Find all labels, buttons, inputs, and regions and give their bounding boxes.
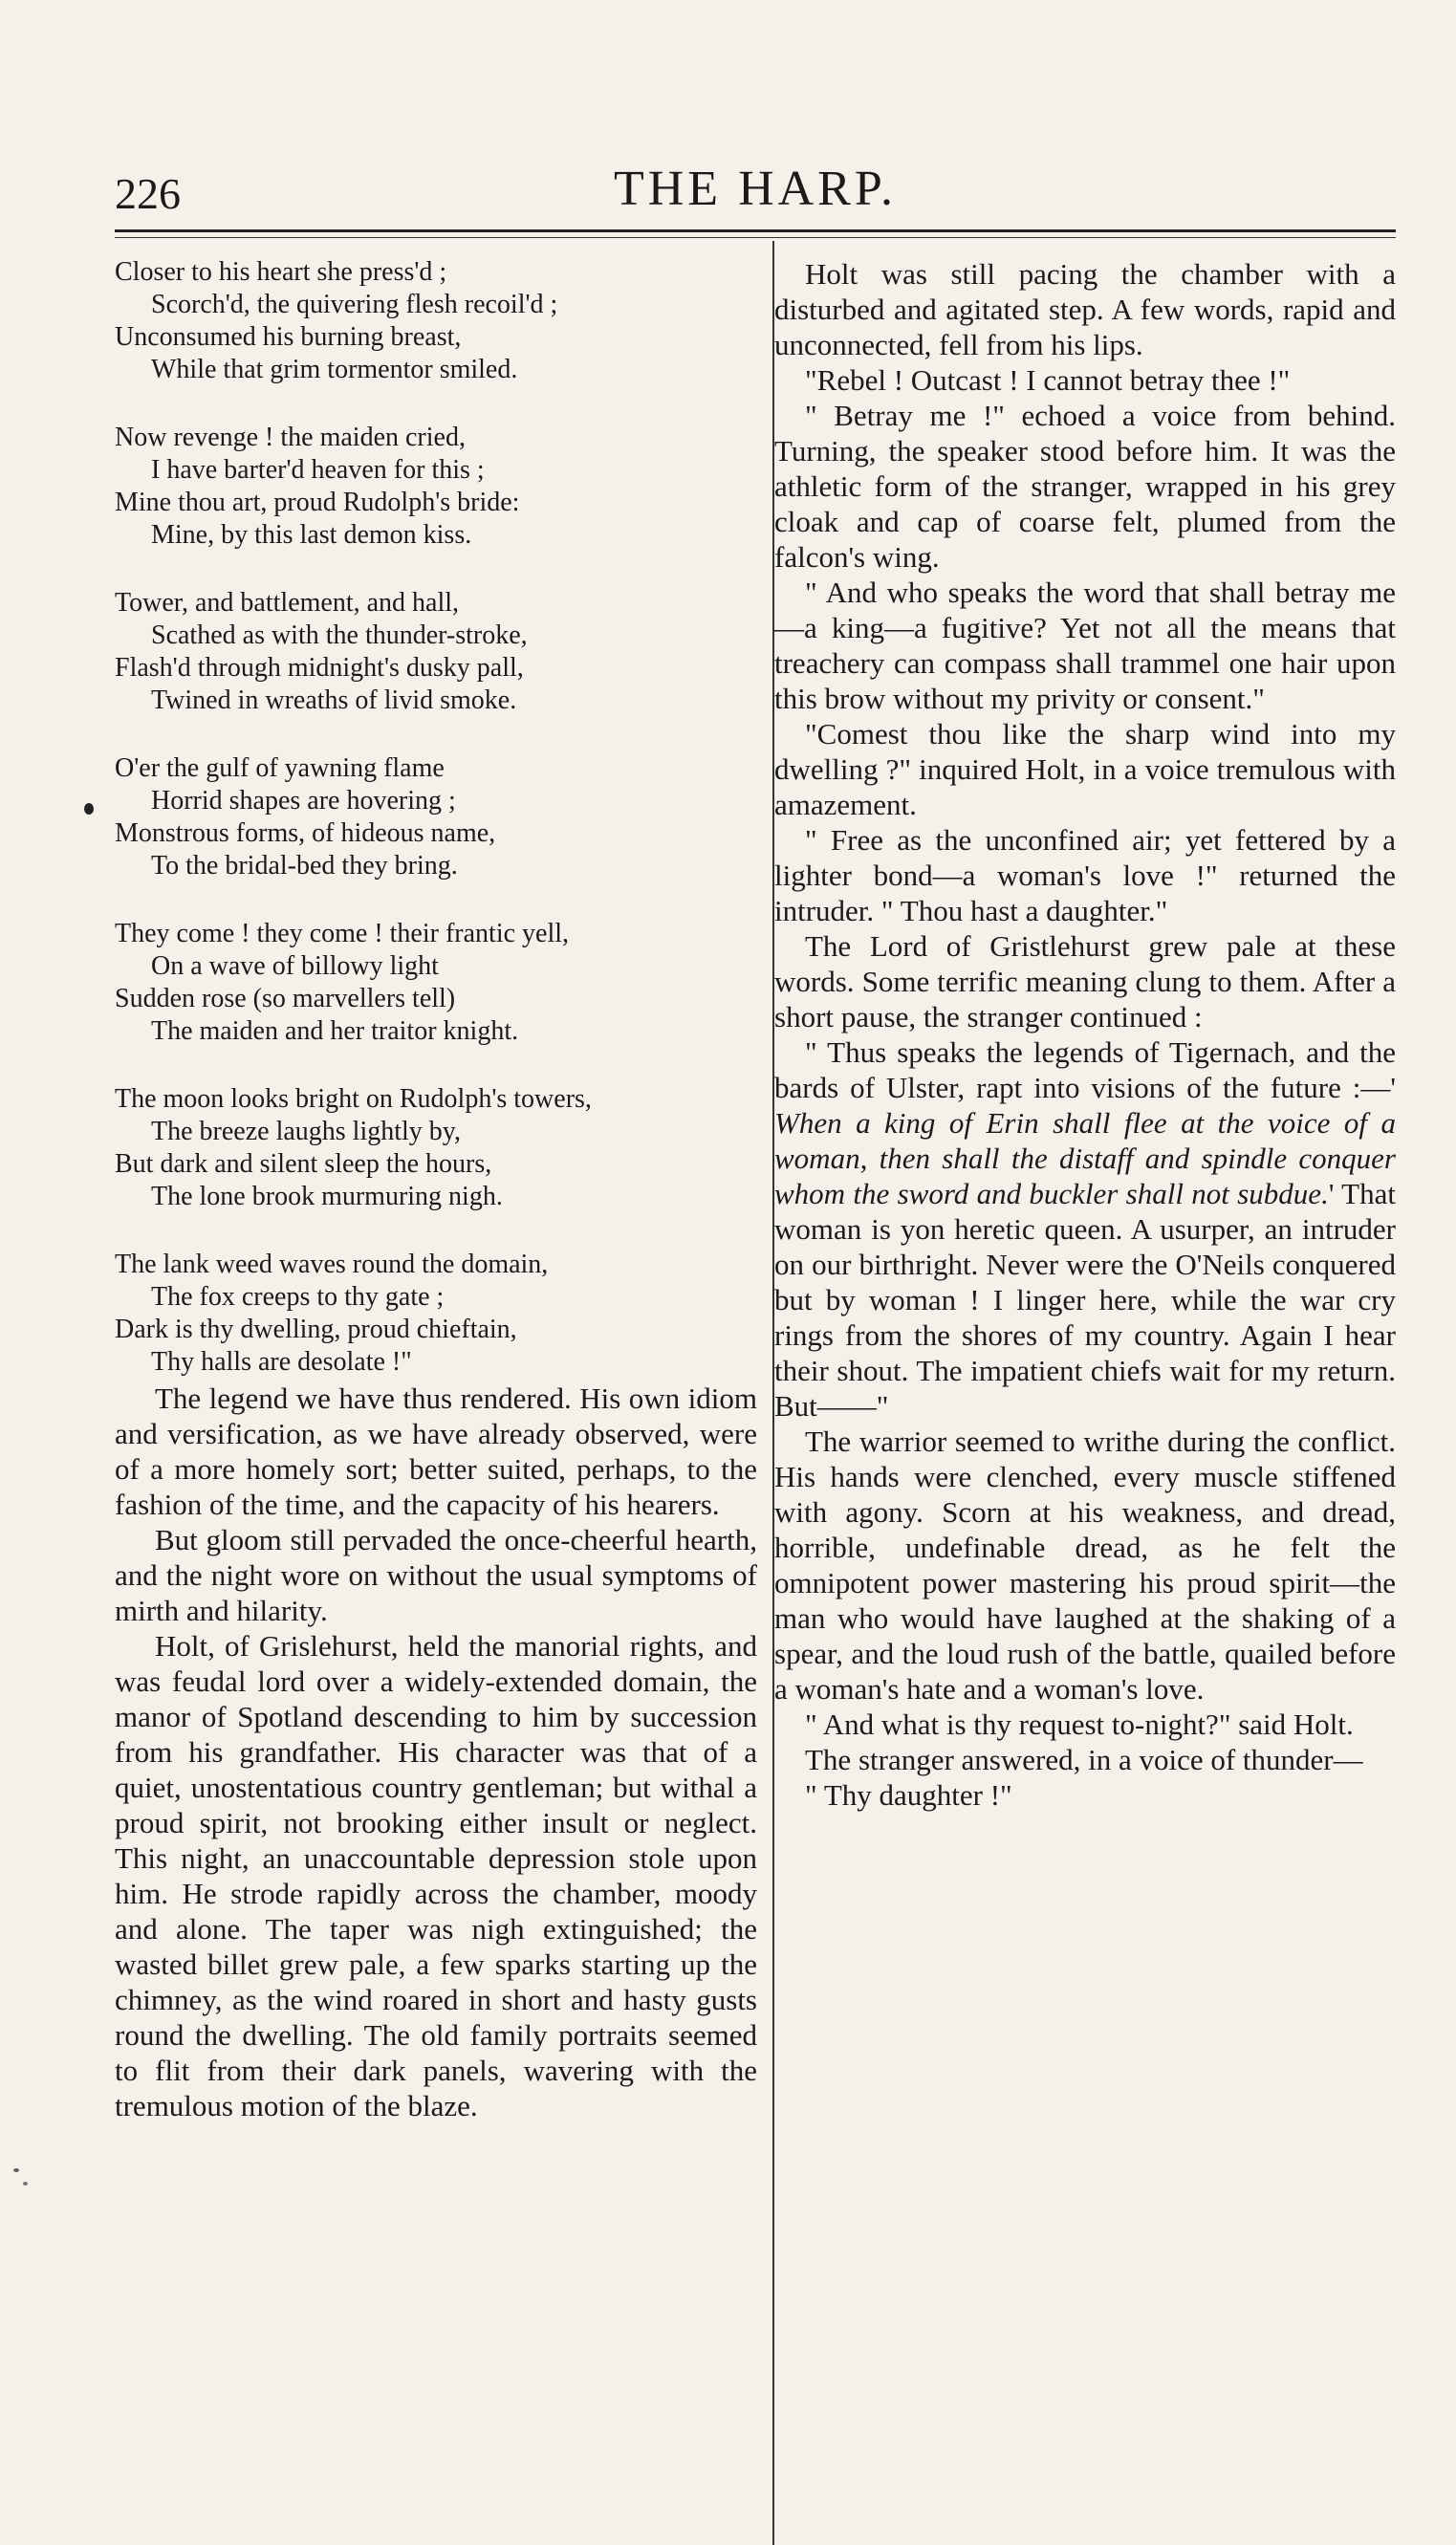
right-column <box>774 256 1396 1813</box>
ink-speck <box>84 803 94 815</box>
paragraph: But gloom still pervaded the once-cheerful hearth, and the night wore on without the usual symptoms of mirth and hilarity. <box>115 1523 757 1627</box>
poem-line: Unconsumed his burning breast, <box>115 322 462 352</box>
prophecy-intro: " Thus speaks the legends of Tigernach, and the bards of Ulster, rapt into visions of the future :—' <box>774 1035 1396 1104</box>
poem-line: Mine, by this last demon kiss. <box>151 520 472 550</box>
page-title: THE HARP. <box>613 162 898 216</box>
paragraph: Holt, of Grislehurst, held the manorial rights, and was feudal lord over a widely-extended domain, the manor of Spotland descending to him by succession from his grandfather. His character was that of a quiet, unostentatious country gentleman; but withal a proud spirit, not brooking either insult or neglect. This night, an unaccountable depression stole upon him. He strode rapidly across the chamber, moody and alone. The taper was nigh extinguished; the wasted billet grew pale, a few sparks starting up the chimney, as the wind roared in short and hasty gusts round the dwelling. The old family portraits seemed to flit from their dark panels, wavering with the tremulous motion of the blaze. <box>115 1629 757 2122</box>
poem-line: Scorch'd, the quivering flesh recoil'd ; <box>151 290 558 319</box>
poem-line: Dark is thy dwelling, proud chieftain, <box>115 1315 517 1344</box>
poem-line: Horrid shapes are hovering ; <box>151 786 456 816</box>
poem <box>115 256 757 1379</box>
page-header <box>115 161 1396 229</box>
poem-stanza <box>115 1249 757 1379</box>
paragraph: The legend we have thus rendered. His own idiom and versification, as we have already observed, were of a more homely sort; better suited, perhaps, to the fashion of the time, and the capacity of his hearers. <box>115 1381 757 1521</box>
poem-line: Monstrous forms, of hideous name, <box>115 818 496 848</box>
poem-line: O'er the gulf of yawning flame <box>115 753 445 783</box>
poem-line: Tower, and battlement, and hall, <box>115 588 460 618</box>
poem-stanza <box>115 918 757 1048</box>
poem-stanza <box>115 256 757 386</box>
page-number: 226 <box>115 169 181 218</box>
poem-line: But dark and silent sleep the hours, <box>115 1149 492 1179</box>
header-rule-thin <box>115 237 1396 238</box>
poem-line: The breeze laughs lightly by, <box>151 1117 461 1146</box>
paragraph: " And what is thy request to-night?" said Holt. <box>805 1708 1354 1741</box>
poem-line: Flash'd through midnight's dusky pall, <box>115 653 524 683</box>
poem-line: Sudden rose (so marvellers tell) <box>115 984 456 1013</box>
left-column <box>115 256 757 2123</box>
paragraph: "Rebel ! Outcast ! I cannot betray thee !" <box>805 363 1291 397</box>
prophecy-quote: When a king of Erin shall flee at the voice of a woman, then shall the distaff and spindle conquer whom the sword and buckler shall not subdue. <box>774 1106 1396 1210</box>
header-rule-thick <box>115 229 1396 232</box>
poem-line: The lank weed waves round the domain, <box>115 1250 549 1279</box>
poem-line: Scathed as with the thunder-stroke, <box>151 620 528 650</box>
poem-stanza <box>115 422 757 552</box>
poem-line: On a wave of billowy light <box>151 951 439 981</box>
paragraph: " Free as the unconfined air; yet fettered by a lighter bond—a woman's love !" returned the intruder. " Thou hast a daughter." <box>774 823 1396 927</box>
paragraph: "Comest thou like the sharp wind into my dwelling ?" inquired Holt, in a voice tremulous with amazement. <box>774 717 1396 821</box>
ink-speck <box>13 2168 19 2172</box>
poem-line: Thy halls are desolate !" <box>151 1347 412 1377</box>
paragraph: " Thy daughter !" <box>805 1778 1012 1812</box>
prophecy-rest: ' That woman is yon heretic queen. A usurper, an intruder on our birthright. Never were the O'Neils conquered but by woman ! I linger here, while the war cry rings from the shores of my country. Again I hear their shout. The impatient chiefs wait for my return. But——" <box>774 1177 1396 1423</box>
poem-line: Twined in wreaths of livid smoke. <box>151 685 517 715</box>
paragraph: The stranger answered, in a voice of thunder— <box>805 1743 1363 1776</box>
prophecy-paragraph <box>774 1034 1396 1424</box>
poem-line: The fox creeps to thy gate ; <box>151 1282 445 1312</box>
ink-speck <box>23 2182 28 2186</box>
poem-line: Mine thou art, proud Rudolph's bride: <box>115 488 520 517</box>
paragraph: The warrior seemed to writhe during the conflict. His hands were clenched, every muscle stiffened with agony. Scorn at his weakness, and dread, horrible, undefinable dread, as he felt the omnipotent power mastering his proud spirit—the man who would have laughed at the shaking of a spear, and the loud rush of the battle, quailed before a woman's hate and a woman's love. <box>774 1425 1396 1706</box>
poem-line: The lone brook murmuring nigh. <box>151 1182 503 1211</box>
poem-stanza <box>115 752 757 882</box>
poem-stanza <box>115 1083 757 1213</box>
poem-line: The maiden and her traitor knight. <box>151 1016 519 1046</box>
poem-line: While that grim tormentor smiled. <box>151 355 518 384</box>
paragraph: " Betray me !" echoed a voice from behind. Turning, the speaker stood before him. It was the athletic form of the stranger, wrapped in his grey cloak and cap of coarse felt, plumed from the falcon's wing. <box>774 399 1396 574</box>
paragraph: The Lord of Gristlehurst grew pale at these words. Some terrific meaning clung to them. After a short pause, the stranger continued : <box>774 929 1396 1033</box>
paragraph: " And who speaks the word that shall betray me—a king—a fugitive? Yet not all the means that treachery can compass shall trammel one hair upon this brow without my privity or consent." <box>774 576 1396 715</box>
paragraph: Holt was still pacing the chamber with a disturbed and agitated step. A few words, rapid and unconnected, fell from his lips. <box>774 257 1396 361</box>
poem-line: Closer to his heart she press'd ; <box>115 257 447 287</box>
poem-line: I have barter'd heaven for this ; <box>151 455 485 485</box>
poem-line: Now revenge ! the maiden cried, <box>115 423 466 452</box>
poem-stanza <box>115 587 757 717</box>
poem-line: To the bridal-bed they bring. <box>151 851 458 881</box>
poem-line: The moon looks bright on Rudolph's towers, <box>115 1084 592 1114</box>
poem-line: They come ! they come ! their frantic yell, <box>115 919 570 948</box>
